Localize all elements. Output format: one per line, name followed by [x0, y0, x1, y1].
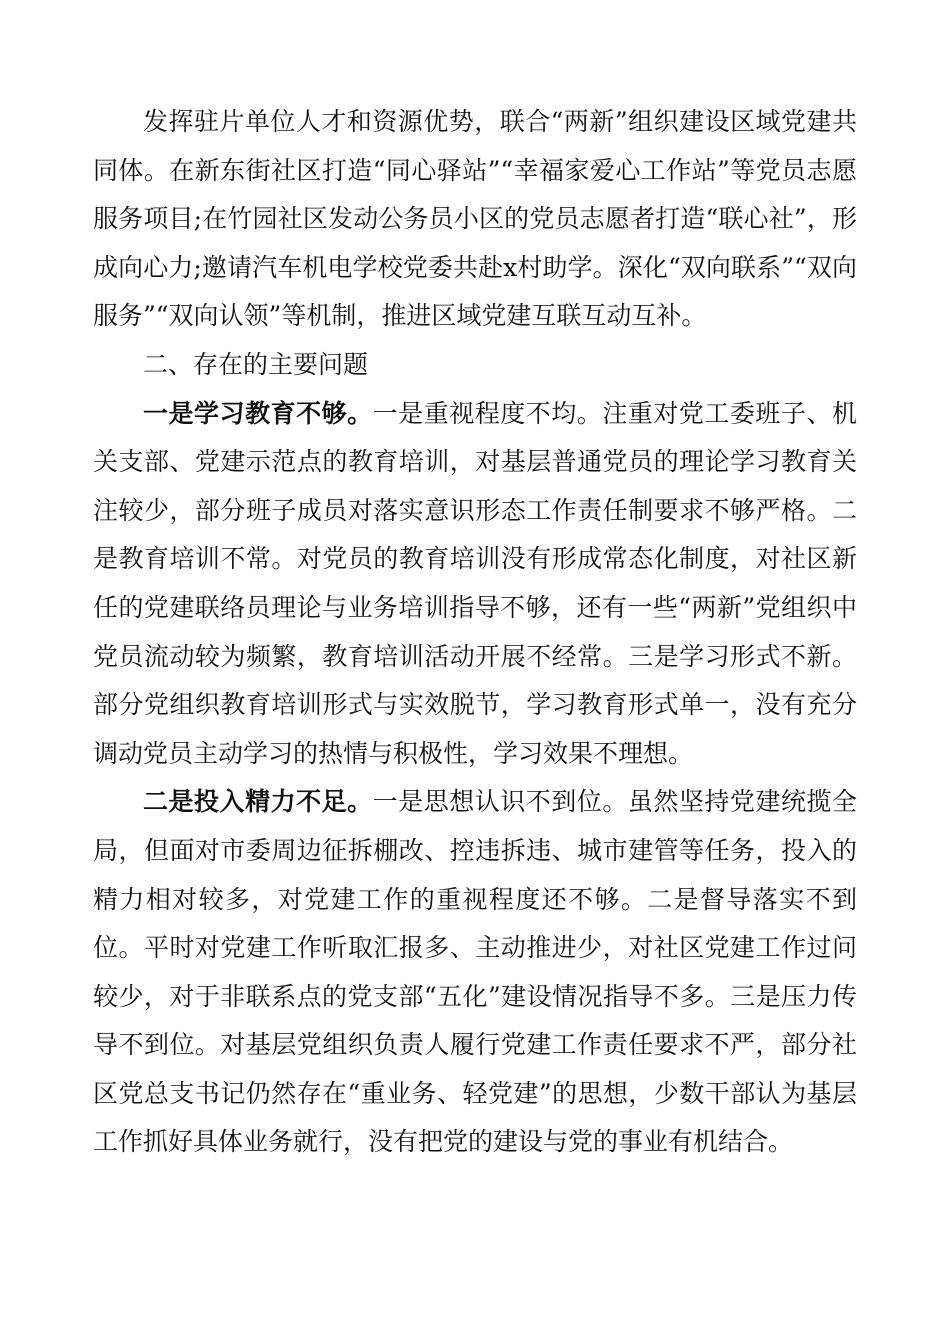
body-paragraph: 发挥驻片单位人才和资源优势，联合“两新”组织建设区域党建共同体。在新东街社区打造“同心驿站”“幸福家爱心工作站”等党员志愿服务项目;在竹园社区发动公务员小区的党员志愿者打造“联心社”，形成向心力;邀请汽车机电学校党委共赴x村助学。深化“双向联系”“双向服务”“双向认领”等机制，推进区域党建互联互动互补。 [93, 107, 857, 331]
issue-lead-1: 一是学习教育不够。 [143, 398, 373, 428]
issue-body-1: 一是重视程度不均。注重对党工委班子、机关支部、党建示范点的教育培训，对基层普通党员的理论学习教育关注较少，部分班子成员对落实意识形态工作责任制要求不够严格。二是教育培训不常。对党员的教育培训没有形成常态化制度，对社区新任的党建联络员理论与业务培训指导不够，还有一些“两新”党组织中党员流动较为频繁，教育培训活动开展不经常。三是学习形式不新。部分党组织教育培训形式与实效脱节，学习教育形式单一，没有充分调动党员主动学习的热情与积极性，学习效果不理想。 [93, 398, 857, 768]
section-heading: 二、存在的主要问题 [143, 349, 369, 379]
issue-body-2: 一是思想认识不到位。虽然坚持党建统揽全局，但面对市委周边征拆棚改、控违拆违、城市建管等任务，投入的精力相对较多，对党建工作的重视程度还不够。二是督导落实不到位。平时对党建工作听取汇报多、主动推进少，对社区党建工作过问较少，对于非联系点的党支部“五化”建设情况指导不多。三是压力传导不到位。对基层党组织负责人履行党建工作责任要求不严，部分社区党总支书记仍然存在“重业务、轻党建”的思想，少数干部认为基层工作抓好具体业务就行，没有把党的建设与党的事业有机结合。 [93, 787, 857, 1157]
document-page [93, 98, 857, 1167]
issue-lead-2: 二是投入精力不足。 [143, 787, 373, 817]
issue-paragraph-2 [93, 778, 857, 1167]
issue-paragraph-1 [93, 390, 857, 779]
